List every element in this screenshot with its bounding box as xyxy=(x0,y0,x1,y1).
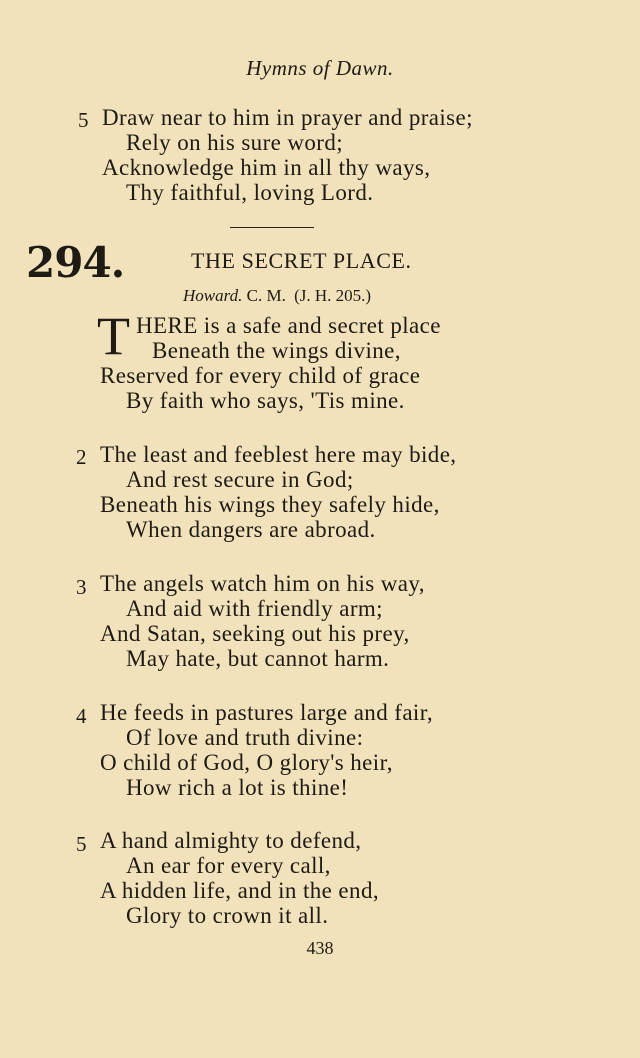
verse-line: By faith who says, 'Tis mine. xyxy=(126,388,405,413)
divider-rule xyxy=(230,227,314,228)
meter-label: C. M. xyxy=(246,286,286,305)
verse-line: And aid with friendly arm; xyxy=(126,596,383,621)
verse-number: 3 xyxy=(76,575,87,599)
verse-number: 5 xyxy=(78,108,89,132)
verse-line: The angels watch him on his way, xyxy=(100,571,425,596)
running-head: Hymns of Dawn. xyxy=(246,56,394,80)
hymn-meter xyxy=(183,286,371,306)
drop-cap: T xyxy=(97,306,130,366)
verse-line: May hate, but cannot harm. xyxy=(126,646,390,671)
verse-line: The least and feeblest here may bide, xyxy=(100,442,457,467)
verse-line: And Satan, seeking out his prey, xyxy=(100,621,410,646)
verse-line: He feeds in pastures large and fair, xyxy=(100,700,434,725)
verse-line: Acknowledge him in all thy ways, xyxy=(102,155,431,180)
verse-line: Draw near to him in prayer and praise; xyxy=(102,105,473,130)
verse-line: And rest secure in God; xyxy=(126,467,354,492)
verse-number: 5 xyxy=(76,832,87,856)
verse-line: Beneath his wings they safely hide, xyxy=(100,492,440,517)
hymn-number: 294. xyxy=(26,238,125,287)
hymn-reference: (J. H. 205.) xyxy=(294,286,372,305)
verse-line: When dangers are abroad. xyxy=(126,517,376,542)
verse-line: Beneath the wings divine, xyxy=(152,338,401,363)
verse-line: A hand almighty to defend, xyxy=(100,828,362,853)
verse-line: O child of God, O glory's heir, xyxy=(100,750,393,775)
verse-line: Glory to crown it all. xyxy=(126,903,329,928)
verse-line: A hidden life, and in the end, xyxy=(100,878,379,903)
verse-number: 2 xyxy=(76,445,87,469)
verse-line: HERE is a safe and secret place xyxy=(136,313,441,338)
verse-line: Rely on his sure word; xyxy=(126,130,344,155)
verse-line: How rich a lot is thine! xyxy=(126,775,349,800)
verse-line: Of love and truth divine: xyxy=(126,725,364,750)
verse-line: Reserved for every child of grace xyxy=(100,363,421,388)
page-number: 438 xyxy=(306,938,334,958)
tune-name: Howard. xyxy=(183,286,243,305)
verse-number: 4 xyxy=(76,704,87,728)
verse-line: Thy faithful, loving Lord. xyxy=(126,180,374,205)
verse-line: An ear for every call, xyxy=(126,853,331,878)
hymn-title: THE SECRET PLACE. xyxy=(191,248,412,273)
